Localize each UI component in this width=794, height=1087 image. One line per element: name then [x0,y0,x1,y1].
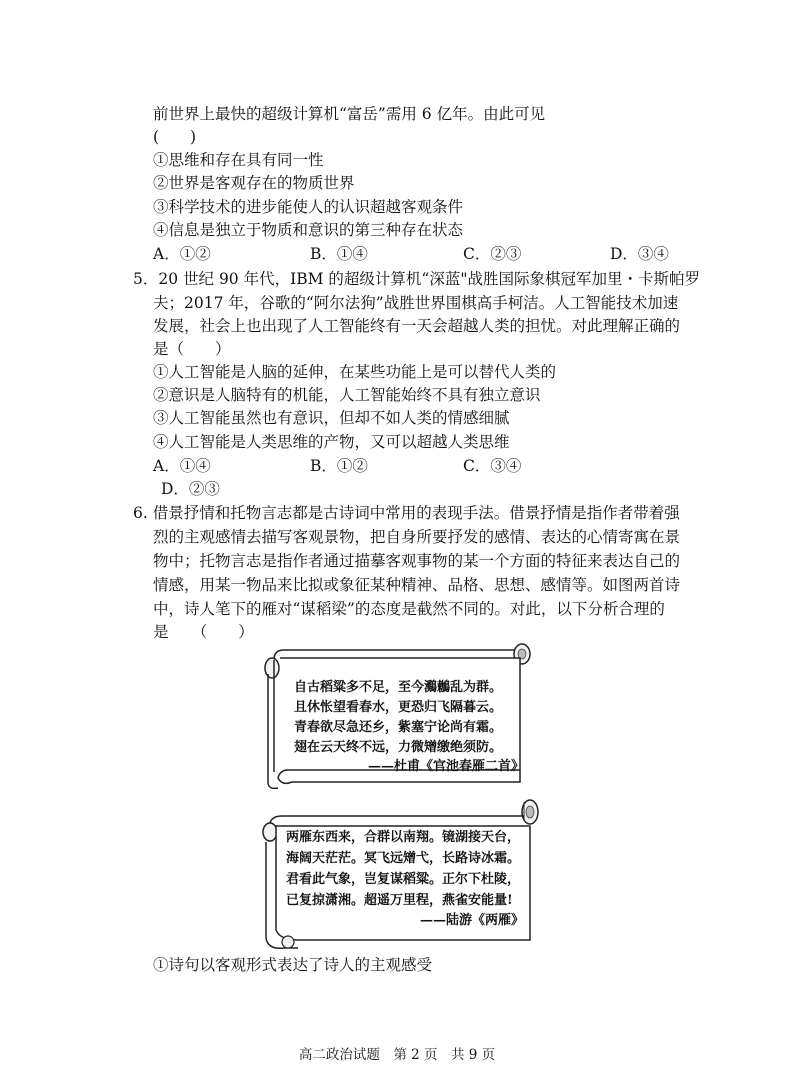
poem2-line-3: 君看此气象，岂复谋稻粱。正尔下杜陵， [286,872,521,887]
q5-stem-line-2: 夫；2017 年，谷歌的“阿尔法狗”战胜世界围棋高手柯洁。人工智能技术加速 [153,294,679,312]
q5-option-a: A．①④ [153,457,211,475]
q4-answer-paren: ( ) [153,128,197,146]
q5-stem-line-4: 是（ ） [153,340,231,358]
q4-option-d: D．③④ [610,245,669,263]
q4-stem-continuation: 前世界上最快的超级计算机“富岳”需用 6 亿年。由此可见 [153,105,546,123]
poem-scroll-1 [258,640,538,790]
q6-stem-line-4: 情感，用某一物品来比拟或象征某种精神、品格、思想、感情等。如图两首诗 [153,576,681,594]
poem2-line-2: 海阔天茫茫。冥飞远矰弋，长路诗冰霜。 [286,851,521,866]
poem2-line-1: 两雁东西来，合群以南翔。镜湖接天台， [286,830,521,845]
q6-stem-line-5: 中，诗人笔下的雁对“谋稻梁”的态度是截然不同的。对此，以下分析合理的 [153,600,665,618]
q6-stem-line-1: 6. 借景抒情和托物言志都是古诗词中常用的表现手法。借景抒情是指作者带着强 [133,504,680,522]
q4-item-2: ②世界是客观存在的物质世界 [153,174,355,192]
q5-item-1: ①人工智能是人脑的延伸，在某些功能上是可以替代人类的 [153,363,557,381]
q5-item-4: ④人工智能是人类思维的产物，又可以超越人类思维 [153,433,510,451]
poem1-line-2: 且休怅望看春水，更恐归飞隔暮云。 [294,700,503,715]
q5-option-c: C．③④ [463,457,522,475]
q5-option-d: D．②③ [161,480,220,498]
page-footer: 高二政治试题 第 2 页 共 9 页 [298,1047,496,1063]
q6-stem-line-3: 物中；托物言志是指作者通过描摹客观事物的某一个方面的特征来表达自己的 [153,552,681,570]
q6-stem-line-2: 烈的主观感情去描写客观景物，把自身所要抒发的感情、表达的心情寄寓在景 [153,528,681,546]
q4-option-b: B．①④ [310,245,368,263]
poem-scroll-2 [258,798,548,950]
q4-item-1: ①思维和存在具有同一性 [153,151,324,169]
q5-stem-line-1: 5．20 世纪 90 年代，IBM 的超级计算机“深蓝"战胜国际象棋冠军加里・卡斯帕罗 [133,270,700,288]
q5-stem-line-3: 发展，社会上也出现了人工智能终有一天会超越人类的担忧。对此理解正确的 [153,317,681,335]
q5-item-2: ②意识是人脑特有的机能，人工智能始终不具有独立意识 [153,386,541,404]
poem1-line-4: 翅在云天终不远，力微矰缴绝须防。 [294,740,503,755]
q6-item-1: ①诗句以客观形式表达了诗人的主观感受 [153,956,433,974]
q4-item-4: ④信息是独立于物质和意识的第三种存在状态 [153,221,464,239]
q5-item-3: ③人工智能虽然也有意识，但却不如人类的情感细腻 [153,409,510,427]
poem1-line-1: 自古稻粱多不足，至今鸂鶒乱为群。 [294,680,503,695]
q4-item-3: ③科学技术的进步能使人的认识超越客观条件 [153,198,464,216]
poem2-attribution: ——陆游《两雁》 [420,913,525,928]
poem1-attribution: ——杜甫《官池春雁二首》 [368,759,525,774]
q6-stem-line-6: 是 （ ） [153,623,254,641]
poem2-line-4: 已复掠潇湘。超遥万里程，燕雀安能量! [286,893,513,908]
q5-option-b: B．①② [310,457,368,475]
q4-option-c: C．②③ [463,245,522,263]
q4-option-a: A．①② [153,245,211,263]
poem1-line-3: 青春欲尽急还乡，紫塞宁论尚有霜。 [294,720,503,735]
